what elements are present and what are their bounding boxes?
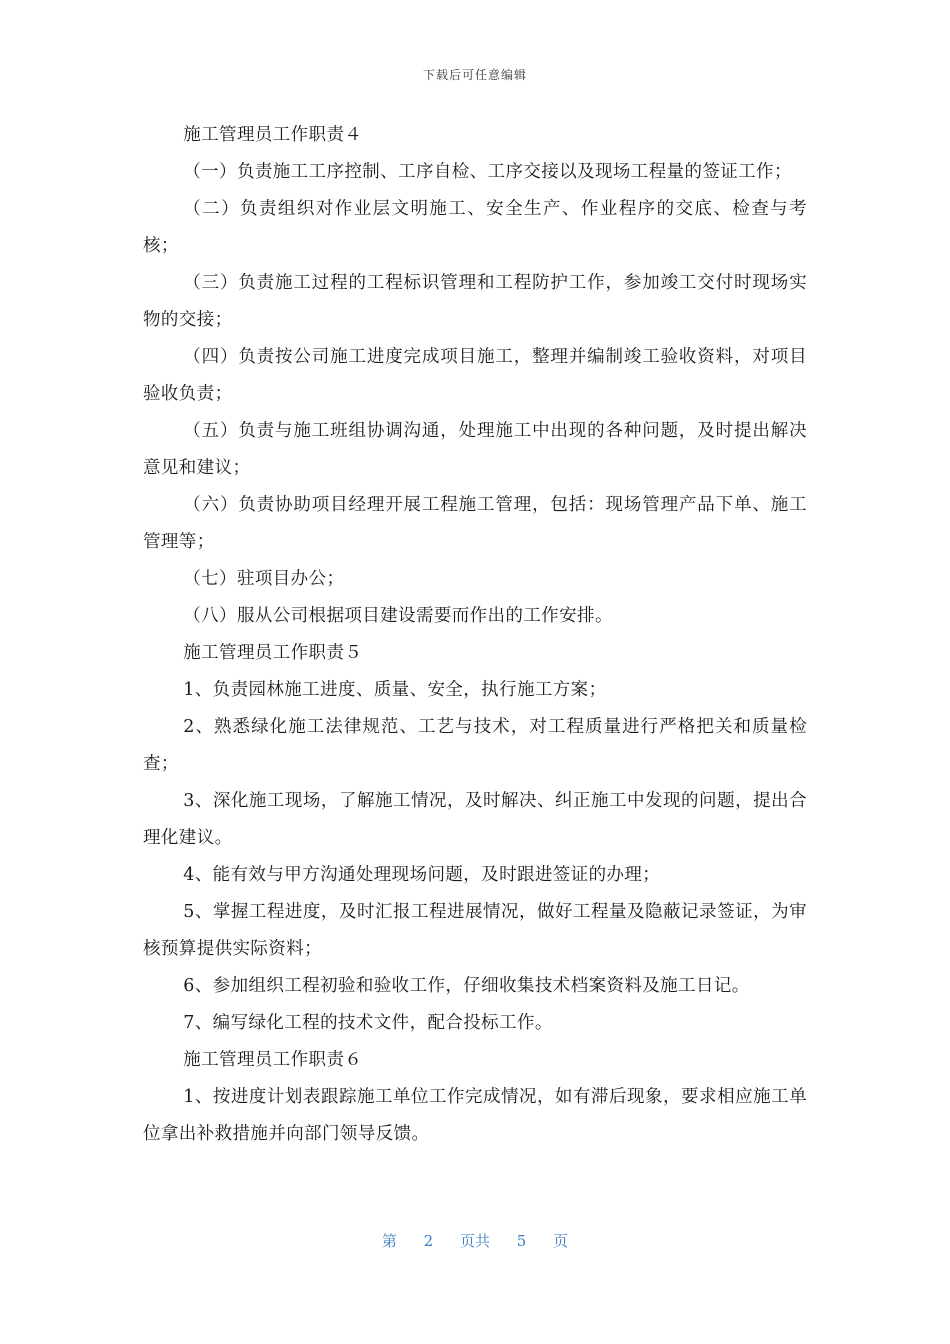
page-footer bbox=[0, 1230, 950, 1251]
paragraph: （二）负责组织对作业层文明施工、安全生产、作业程序的交底、检查与考核； bbox=[143, 199, 807, 256]
paragraph: 3、深化施工现场，了解施工情况，及时解决、纠正施工中发现的问题，提出合理化建议。 bbox=[143, 791, 807, 848]
page-label-post: 页 bbox=[553, 1232, 569, 1250]
paragraph: 6、参加组织工程初验和验收工作，仔细收集技术档案资料及施工日记。 bbox=[183, 976, 750, 996]
document-body bbox=[143, 117, 807, 1153]
page-label-pre: 第 bbox=[381, 1232, 397, 1250]
paragraph: 1、负责园林施工进度、质量、安全，执行施工方案； bbox=[183, 680, 607, 700]
page-total: 5 bbox=[516, 1232, 527, 1250]
paragraph: 4、能有效与甲方沟通处理现场问题，及时跟进签证的办理； bbox=[183, 865, 661, 885]
paragraph: （六）负责协助项目经理开展工程施工管理，包括：现场管理产品下单、施工管理等； bbox=[143, 495, 807, 552]
page-current: 2 bbox=[423, 1232, 434, 1250]
page-label-mid: 页共 bbox=[459, 1232, 490, 1250]
paragraph: 5、掌握工程进度，及时汇报工程进展情况，做好工程量及隐蔽记录签证，为审核预算提供实际资料； bbox=[143, 902, 807, 959]
paragraph: （五）负责与施工班组协调沟通，处理施工中出现的各种问题，及时提出解决意见和建议； bbox=[143, 421, 807, 478]
paragraph: （三）负责施工过程的工程标识管理和工程防护工作，参加竣工交付时现场实物的交接； bbox=[143, 273, 807, 330]
paragraph: （七）驻项目办公； bbox=[183, 569, 345, 589]
paragraph: （一）负责施工工序控制、工序自检、工序交接以及现场工程量的签证工作； bbox=[183, 162, 792, 182]
paragraph: 1、按进度计划表跟踪施工单位工作完成情况，如有滞后现象，要求相应施工单位拿出补救措施并向部门领导反馈。 bbox=[143, 1087, 807, 1144]
paragraph: （八）服从公司根据项目建设需要而作出的工作安排。 bbox=[183, 606, 613, 626]
paragraph: 7、编写绿化工程的技术文件，配合投标工作。 bbox=[183, 1013, 553, 1033]
page-header: 下载后可任意编辑 bbox=[422, 68, 527, 82]
section-title: 施工管理员工作职责４ bbox=[183, 125, 363, 145]
paragraph: （四）负责按公司施工进度完成项目施工，整理并编制竣工验收资料，对项目验收负责； bbox=[143, 347, 807, 404]
section-title: 施工管理员工作职责６ bbox=[183, 1050, 363, 1070]
section-title: 施工管理员工作职责５ bbox=[183, 643, 363, 663]
paragraph: 2、熟悉绿化施工法律规范、工艺与技术，对工程质量进行严格把关和质量检查； bbox=[143, 717, 807, 774]
